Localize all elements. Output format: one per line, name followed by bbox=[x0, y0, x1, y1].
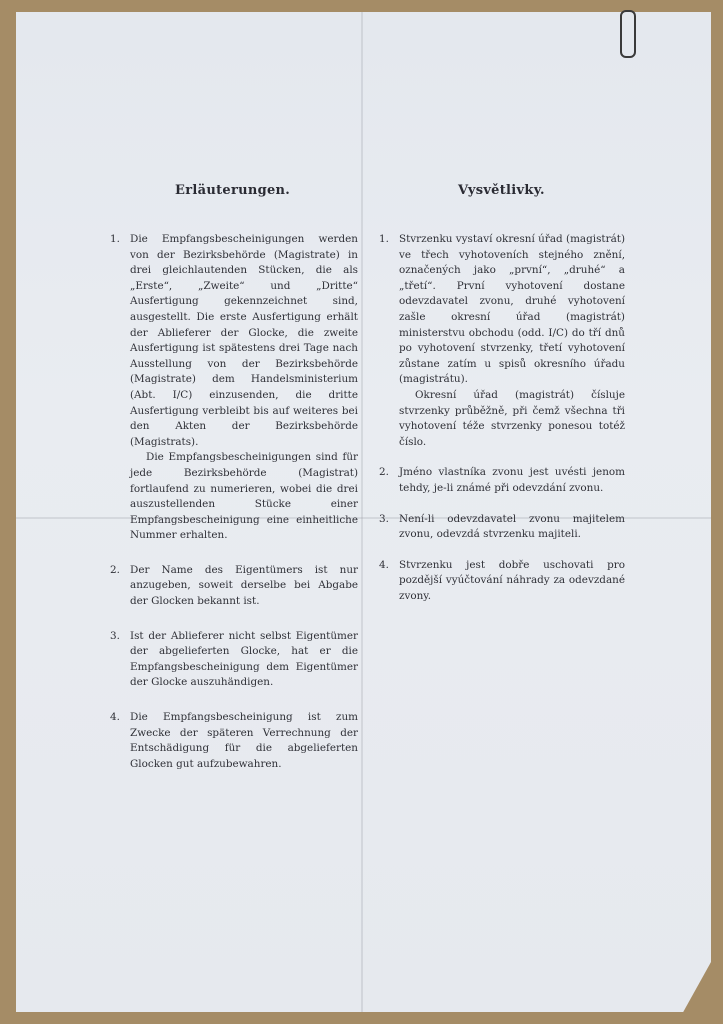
czech-item-3-text: Není-li odevzdavatel zvonu majitelem zvonu, odevzdá stvrzenku majiteli. bbox=[399, 512, 625, 541]
czech-item-2-number: 2. bbox=[379, 466, 389, 479]
czech-item-2-text: Jméno vlastníka zvonu jest uvésti jenom tehdy, je-li známé při odevzdání zvonu. bbox=[399, 466, 625, 494]
czech-item-3 bbox=[379, 512, 625, 543]
paper-clip-icon bbox=[620, 10, 636, 58]
czech-item-3-number: 3. bbox=[379, 512, 389, 525]
german-item-4 bbox=[110, 710, 358, 772]
german-explanations bbox=[110, 232, 358, 772]
czech-item-4-text: Stvrzenku jest dobře uschovati pro pozdější vyúčtování náhrady za odevzdané zvony. bbox=[399, 558, 625, 602]
czech-item-1-text: Stvrzenku vystaví okresní úřad (magistrát) ve třech vyhotoveních stejného znění, označených jako „první“, „druhé“ a „třetí“. První vyhotovení dostane odevzdavatel zvonu, druhé vyhotovení zašle okresní úřad (magistrát) ministerstvu obchodu (odd. I/C) do tří dnů po vyhotovení stvrzenky, třetí vyhotovení zůstane zatím u spisů okresního úřadu (magistrátu). bbox=[399, 233, 625, 386]
german-item-1-text: Die Empfangsbescheinigungen werden von der Bezirksbehörde (Magistrate) in drei gleichlautenden Stücken, die als „Erste“, „Zweite“ und „Dritte“ Ausfertigung gekennzeichnet sind, ausgestellt. Die erste Ausfertigung erhält der Ablieferer der Glocke, die zweite Ausfertigung ist spätestens drei Tage nach Ausstellung von der Bezirksbehörde (Magistrate) dem Handelsministerium (Abt. I/C) einzusenden, die dritte Ausfertigung verbleibt bis auf weiteres bei den Akten der Bezirksbehörde (Magistrats). bbox=[130, 233, 358, 448]
german-item-4-number: 4. bbox=[110, 711, 120, 724]
german-item-1-text-2: Die Empfangsbescheinigungen sind für jede Bezirksbehörde (Magistrat) fortlaufend zu numerieren, wobei die drei auszustellenden Stücke einer Empfangsbescheinigung eine einheitliche Nummer erhalten. bbox=[130, 451, 358, 542]
german-item-3-text: Ist der Ablieferer nicht selbst Eigentümer der abgelieferten Glocke, hat er die Empfangsbescheinigung dem Eigentümer der Glocke auszuhändigen. bbox=[130, 629, 358, 689]
czech-item-2 bbox=[379, 465, 625, 496]
german-item-3-number: 3. bbox=[110, 629, 120, 642]
german-item-3 bbox=[110, 629, 358, 691]
german-item-1 bbox=[110, 232, 358, 544]
german-item-2-text: Der Name des Eigentümers ist nur anzugeben, soweit derselbe bei Abgabe der Glocken bekannt ist. bbox=[130, 563, 358, 608]
german-heading: Erläuterungen. bbox=[175, 183, 291, 198]
german-item-2 bbox=[110, 563, 358, 610]
german-item-1-number: 1. bbox=[110, 233, 120, 245]
czech-item-1-text-2: Okresní úřad (magistrát) čísluje stvrzenky průběžně, při čemž všechna tři vyhotovení téže stvrzenky ponesou totéž číslo. bbox=[399, 388, 625, 448]
czech-item-1 bbox=[379, 232, 625, 450]
vertical-fold-line bbox=[361, 12, 363, 1012]
german-item-2-number: 2. bbox=[110, 563, 120, 576]
czech-item-1-number: 1. bbox=[379, 233, 389, 245]
czech-item-4-number: 4. bbox=[379, 558, 389, 571]
czech-item-4 bbox=[379, 558, 625, 605]
czech-explanations bbox=[379, 232, 625, 604]
german-item-4-text: Die Empfangsbescheinigung ist zum Zwecke der späteren Verrechnung der Entschädigung für die abgelieferten Glocken gut aufzubewahren. bbox=[130, 711, 358, 770]
czech-heading: Vysvětlivky. bbox=[458, 183, 545, 198]
